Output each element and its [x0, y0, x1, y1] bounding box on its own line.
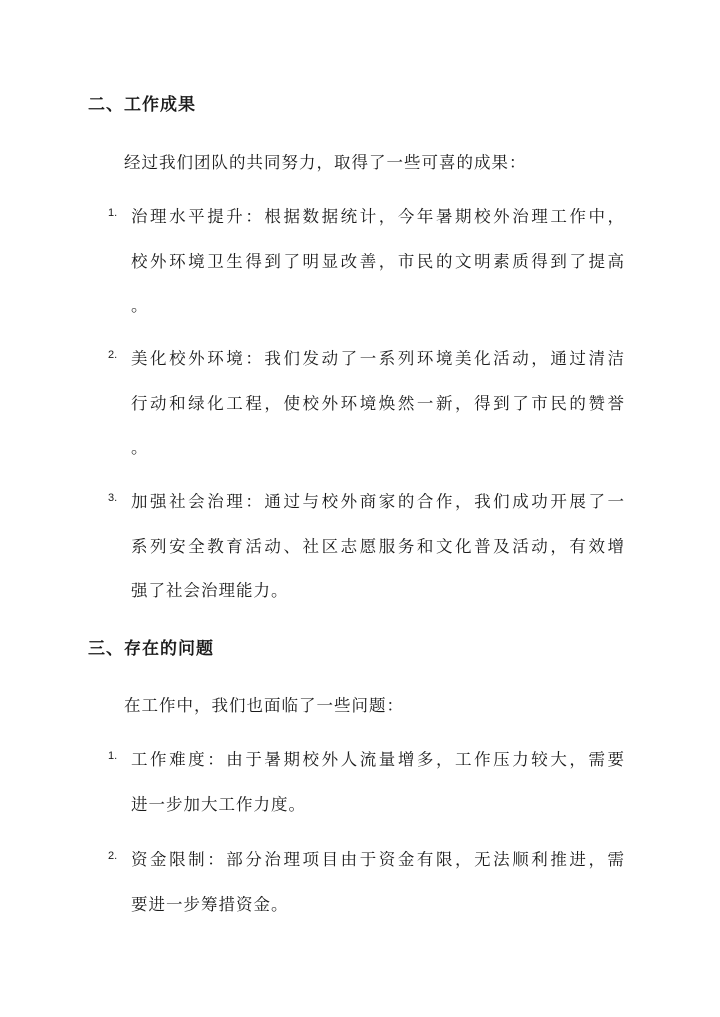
- list-number: 1.: [108, 207, 118, 219]
- list-number: 2.: [108, 349, 118, 361]
- list-item-line: 工作难度：由于暑期校外人流量增多，工作压力较大，需要: [131, 750, 625, 769]
- list-item-line: 系列安全教育活动、社区志愿服务和文化普及活动，有效增: [131, 537, 625, 556]
- section-heading-problems: 三、存在的问题: [88, 639, 214, 659]
- list-item-line: 。: [131, 438, 149, 457]
- section-intro-achievements: 经过我们团队的共同努力，取得了一些可喜的成果：: [124, 153, 527, 172]
- list-item-line: 美化校外环境：我们发动了一系列环境美化活动，通过清洁: [131, 349, 625, 368]
- list-item-line: 进一步加大工作力度。: [131, 795, 306, 814]
- list-number: 1.: [108, 750, 118, 762]
- list-item-line: 治理水平提升：根据数据统计，今年暑期校外治理工作中，: [131, 207, 625, 226]
- list-number: 2.: [108, 850, 118, 862]
- section-intro-problems: 在工作中，我们也面临了一些问题：: [124, 696, 404, 715]
- list-item-line: 资金限制：部分治理项目由于资金有限，无法顺利推进，需: [131, 850, 625, 869]
- list-item-line: 强了社会治理能力。: [131, 581, 289, 600]
- list-item-line: 要进一步筹措资金。: [131, 895, 289, 914]
- list-item-line: 加强社会治理：通过与校外商家的合作，我们成功开展了一: [131, 492, 625, 511]
- list-number: 3.: [108, 492, 118, 504]
- list-item-line: 行动和绿化工程，使校外环境焕然一新，得到了市民的赞誉: [131, 394, 625, 413]
- list-item-line: 校外环境卫生得到了明显改善，市民的文明素质得到了提高: [131, 252, 625, 271]
- section-heading-achievements: 二、工作成果: [88, 95, 196, 115]
- list-item-line: 。: [131, 296, 149, 315]
